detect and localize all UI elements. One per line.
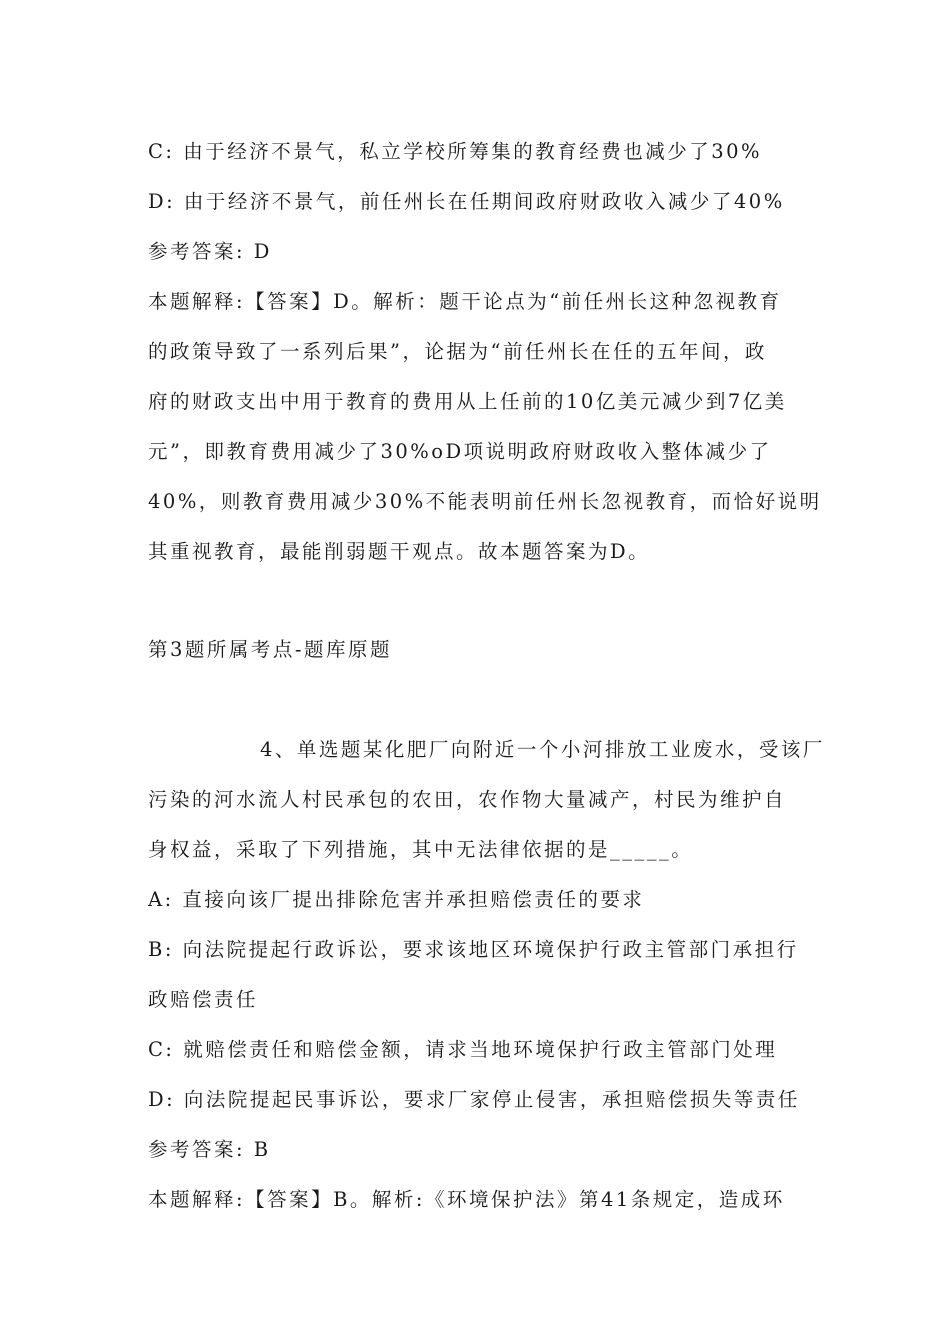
q3-explanation-line: 其重视教育，最能削弱题干观点。故本题答案为D。 (148, 540, 651, 563)
q3-option-d: D: 由于经济不景气，前任州长在任期间政府财政收入减少了40% (148, 190, 785, 213)
q3-topic-heading: 第3题所属考点-题库原题 (148, 638, 392, 661)
q4-question-line: 4、单选题某化肥厂向附近一个小河排放工业废水，受该厂 (260, 738, 825, 761)
q4-reference-answer: 参考答案: B (148, 1138, 271, 1161)
q4-question-line: 污染的河水流人村民承包的农田，农作物大量减产，村民为维护自 (148, 788, 787, 811)
q3-explanation-line: 的政策导致了一系列后果”，论据为“前任州长在任的五年间，政 (148, 340, 767, 363)
q4-option-b-line: 政赔偿责任 (148, 988, 259, 1011)
q3-explanation-line: 元”，即教育费用减少了30%oD项说明政府财政收入整体减少了 (148, 440, 772, 463)
q3-reference-answer: 参考答案: D (148, 240, 272, 263)
q3-explanation-line: 本题解释:【答案】D。解析：题干论点为“前任州长这种忽视教育 (148, 290, 782, 313)
q4-option-a: A: 直接向该厂提出排除危害并承担赔偿责任的要求 (148, 888, 645, 911)
q4-explanation-line: 本题解释:【答案】B。解析:《环境保护法》第41条规定，造成环 (148, 1188, 785, 1211)
q4-question-line: 身权益，采取了下列措施，其中无法律依据的是_____。 (148, 838, 694, 861)
q3-option-c: C: 由于经济不景气，私立学校所筹集的教育经费也减少了30% (148, 140, 763, 163)
q4-option-b-line: B: 向法院提起行政诉讼，要求该地区环境保护行政主管部门承担行 (148, 938, 799, 961)
q3-explanation-line: 40%，则教育费用减少30%不能表明前任州长忽视教育，而恰好说明 (148, 490, 822, 513)
q3-explanation-line: 府的财政支出中用于教育的费用从上任前的10亿美元减少到7亿美 (148, 390, 787, 413)
q4-option-d: D: 向法院提起民事诉讼，要求厂家停止侵害，承担赔偿损失等责任 (148, 1088, 800, 1111)
q4-option-c: C: 就赔偿责任和赔偿金额，请求当地环境保护行政主管部门处理 (148, 1038, 778, 1061)
